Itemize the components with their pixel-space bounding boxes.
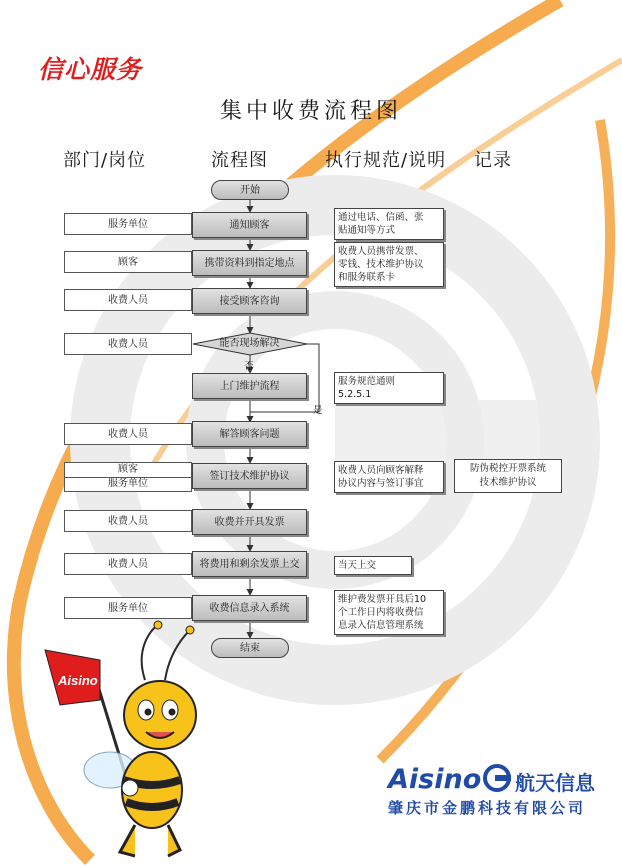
column-header-standard: 执行规范/说明 xyxy=(325,150,447,171)
dept-box: 收费人员 xyxy=(64,289,192,311)
note-line: 零钱、技术维护协议 xyxy=(338,259,424,270)
flow-step: 携带资料到指定地点 xyxy=(192,250,307,276)
flow-start: 开始 xyxy=(211,180,289,200)
flow-step: 收费并开具发票 xyxy=(192,509,307,535)
aisino-logo-icon xyxy=(482,763,512,793)
column-header-department: 部门/岗位 xyxy=(63,150,147,171)
company-logo-cn: 航天信息 xyxy=(515,771,595,795)
standard-note xyxy=(334,242,444,287)
record-line: 技术维护协议 xyxy=(479,477,537,488)
flow-no-label: 否 xyxy=(244,361,254,372)
note-line: 服务规范通则 xyxy=(338,376,396,387)
note-line: 当天上交 xyxy=(338,560,377,571)
flow-step: 收费信息录入系统 xyxy=(192,595,307,621)
dept-box-dual xyxy=(64,462,192,492)
standard-note xyxy=(334,208,444,240)
standard-note xyxy=(334,556,412,575)
dept-box: 收费人员 xyxy=(64,423,192,445)
note-line: 个工作日内将收费信 xyxy=(338,607,424,618)
brand-slogan: 信心服务 xyxy=(38,55,143,84)
company-logo-en: Aisino xyxy=(388,764,482,795)
flow-step: 通知顾客 xyxy=(192,212,307,238)
note-line: 贴通知等方式 xyxy=(338,225,396,236)
bee-mascot-illustration xyxy=(40,620,240,860)
company-name: 肇庆市金鹏科技有限公司 xyxy=(388,799,587,817)
dept-box: 服务单位 xyxy=(64,597,192,619)
dept-label: 顾客 xyxy=(118,464,138,475)
standard-note xyxy=(334,372,444,404)
note-line: 收费人员携带发票、 xyxy=(338,246,424,257)
column-header-record: 记录 xyxy=(474,150,512,171)
flow-yes-label: 是 xyxy=(313,405,323,416)
flow-step: 签订技术维护协议 xyxy=(192,463,307,489)
flag-text: Aisino xyxy=(58,673,98,688)
dept-divider xyxy=(65,477,191,478)
dept-box: 顾客 xyxy=(64,251,192,273)
flow-decision-label: 能否现场解决 xyxy=(219,338,280,349)
note-line: 5.2.5.1 xyxy=(338,389,372,400)
standard-note xyxy=(334,590,444,635)
dept-box: 服务单位 xyxy=(64,213,192,235)
note-line: 通过电话、信函、张 xyxy=(338,212,424,223)
note-line: 协议内容与签订事宜 xyxy=(338,478,424,489)
dept-label: 服务单位 xyxy=(108,478,148,489)
column-header-flowchart: 流程图 xyxy=(211,150,268,171)
flow-step: 上门维护流程 xyxy=(192,373,307,399)
standard-note xyxy=(334,461,444,493)
note-line: 和服务联系卡 xyxy=(338,272,396,283)
record-line: 防伪税控开票系统 xyxy=(469,463,546,474)
note-line: 维护费发票开具后10 xyxy=(338,594,427,605)
dept-box: 收费人员 xyxy=(64,510,192,532)
dept-box: 收费人员 xyxy=(64,553,192,575)
flow-step: 将费用和剩余发票上交 xyxy=(192,551,307,577)
record-box xyxy=(454,459,562,493)
note-line: 收费人员向顾客解释 xyxy=(338,465,424,476)
flow-end: 结束 xyxy=(211,638,289,658)
page-title: 集中收费流程图 xyxy=(219,99,402,124)
flow-step: 解答顾客问题 xyxy=(192,421,307,447)
flow-step: 接受顾客咨询 xyxy=(192,288,307,314)
dept-box: 收费人员 xyxy=(64,333,192,355)
note-line: 息录入信息管理系统 xyxy=(338,620,424,631)
